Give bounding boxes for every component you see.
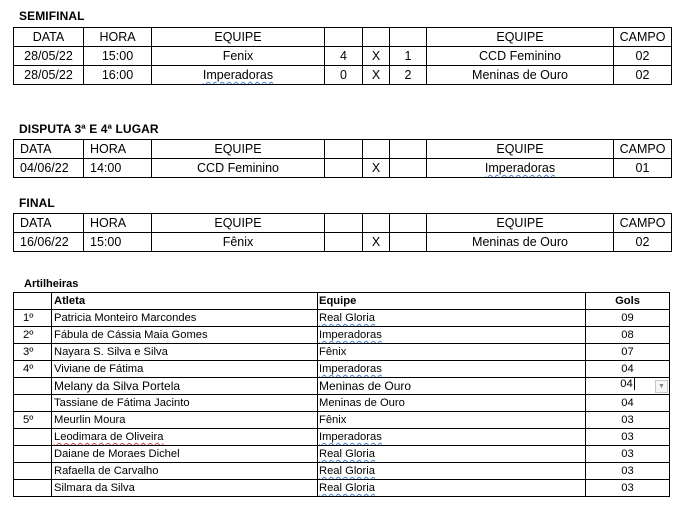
athlete-cell[interactable] [52, 429, 318, 446]
header-cell[interactable]: Gols [586, 293, 670, 310]
table-row [14, 344, 670, 361]
goals-cell[interactable]: 04 [586, 361, 670, 378]
team-cell[interactable] [318, 310, 586, 327]
header-cell[interactable] [390, 28, 427, 47]
table-row [14, 361, 670, 378]
goals-cell[interactable]: 03 [586, 429, 670, 446]
field-cell[interactable]: 02 [614, 233, 672, 252]
table-row [14, 378, 670, 395]
date-cell[interactable]: 28/05/22 [14, 66, 84, 85]
table-row [14, 446, 670, 463]
field-cell[interactable]: 02 [614, 47, 672, 66]
rank-cell[interactable]: 4º [14, 361, 52, 378]
team-text: Real Gloria [319, 482, 375, 494]
team-cell[interactable] [318, 327, 586, 344]
goals-cell[interactable]: 04 [586, 395, 670, 412]
athlete-cell[interactable]: Nayara S. Silva e Silva [52, 344, 318, 361]
athlete-cell[interactable]: Silmara da Silva [52, 480, 318, 497]
score1-cell[interactable] [325, 159, 363, 178]
athlete-cell[interactable]: Patricia Monteiro Marcondes [52, 310, 318, 327]
header-cell[interactable] [390, 214, 427, 233]
table-row [14, 327, 670, 344]
athlete-cell[interactable]: Daiane de Moraes Dichel [52, 446, 318, 463]
team1-cell[interactable]: CCD Feminino [152, 159, 325, 178]
team-cell[interactable]: Meninas de Ouro [318, 395, 586, 412]
goals-cell[interactable]: 08 [586, 327, 670, 344]
header-cell[interactable] [363, 140, 390, 159]
score2-cell[interactable]: 2 [390, 66, 427, 85]
team-text: Imperadoras [319, 363, 382, 375]
rank-cell[interactable] [14, 395, 52, 412]
athlete-cell[interactable]: Rafaella de Carvalho [52, 463, 318, 480]
text-cursor [634, 378, 635, 390]
score2-cell[interactable] [390, 159, 427, 178]
team-cell[interactable] [318, 429, 586, 446]
table-row [14, 66, 672, 85]
athlete-text: Leodimara de Oliveira [54, 431, 164, 443]
header-cell[interactable] [363, 214, 390, 233]
versus-cell[interactable]: X [363, 47, 390, 66]
table-row [14, 480, 670, 497]
athlete-cell[interactable]: Fábula de Cássia Maia Gomes [52, 327, 318, 344]
table-header-row [14, 293, 670, 310]
header-cell[interactable]: DATA [14, 214, 84, 233]
third-place-title: DISPUTA 3ª E 4ª LUGAR [19, 122, 159, 136]
table-row [14, 47, 672, 66]
table-header-row [14, 28, 672, 47]
team-cell[interactable]: Fênix [318, 412, 586, 429]
header-cell[interactable]: EQUIPE [427, 140, 614, 159]
header-cell[interactable]: CAMPO [614, 140, 672, 159]
final-table [13, 213, 672, 252]
table-row [14, 395, 670, 412]
rank-cell[interactable] [14, 463, 52, 480]
versus-cell[interactable]: X [363, 159, 390, 178]
score1-cell[interactable]: 0 [325, 66, 363, 85]
header-cell[interactable]: EQUIPE [152, 28, 325, 47]
rank-cell[interactable] [14, 429, 52, 446]
goals-cell[interactable]: 03 [586, 480, 670, 497]
team-cell[interactable]: Meninas de Ouro [318, 378, 586, 395]
time-cell[interactable]: 16:00 [84, 66, 152, 85]
rank-cell[interactable] [14, 480, 52, 497]
header-cell[interactable]: CAMPO [614, 28, 672, 47]
team1-cell[interactable]: Fenix [152, 47, 325, 66]
table-row [14, 159, 672, 178]
top-scorers-title: Artilheiras [24, 278, 79, 290]
team1-cell[interactable]: Fênix [152, 233, 325, 252]
rank-cell[interactable]: 2º [14, 327, 52, 344]
header-cell[interactable]: EQUIPE [152, 214, 325, 233]
table-header-row [14, 140, 672, 159]
header-cell[interactable]: Equipe [318, 293, 586, 310]
time-cell[interactable]: 15:00 [84, 233, 152, 252]
athlete-cell[interactable]: Tassiane de Fátima Jacinto [52, 395, 318, 412]
header-cell[interactable]: CAMPO [614, 214, 672, 233]
rank-cell[interactable]: 3º [14, 344, 52, 361]
team2-cell[interactable]: Meninas de Ouro [427, 66, 614, 85]
header-cell[interactable] [325, 28, 363, 47]
score1-cell[interactable] [325, 233, 363, 252]
team-text: Real Gloria [319, 312, 375, 324]
time-cell[interactable]: 14:00 [84, 159, 152, 178]
table-row [14, 429, 670, 446]
semifinal-table [13, 27, 672, 85]
team-cell[interactable] [318, 463, 586, 480]
final-title: FINAL [19, 196, 55, 210]
rank-cell[interactable]: 1º [14, 310, 52, 327]
score2-cell[interactable] [390, 233, 427, 252]
team-text: Imperadoras [319, 431, 382, 443]
team2-cell[interactable]: CCD Feminino [427, 47, 614, 66]
rank-cell[interactable]: 5º [14, 412, 52, 429]
table-row [14, 310, 670, 327]
header-cell[interactable]: HORA [84, 214, 152, 233]
third-place-table [13, 139, 672, 178]
versus-cell[interactable]: X [363, 233, 390, 252]
score1-cell[interactable]: 4 [325, 47, 363, 66]
team-cell[interactable] [318, 361, 586, 378]
header-cell[interactable]: HORA [84, 140, 152, 159]
goals-cell[interactable]: 03 [586, 463, 670, 480]
goals-cell[interactable]: 03 [586, 446, 670, 463]
header-cell[interactable] [325, 214, 363, 233]
team-text: Real Gloria [319, 448, 375, 460]
date-cell[interactable]: 04/06/22 [14, 159, 84, 178]
team-text: Real Gloria [319, 465, 375, 477]
header-cell[interactable] [325, 140, 363, 159]
header-cell[interactable]: HORA [84, 28, 152, 47]
versus-cell[interactable]: X [363, 66, 390, 85]
table-header-row [14, 214, 672, 233]
date-cell[interactable]: 28/05/22 [14, 47, 84, 66]
team1-text: Imperadoras [202, 68, 274, 82]
goals-cell[interactable]: 03 [586, 412, 670, 429]
header-cell[interactable]: DATA [14, 28, 84, 47]
semifinal-title: SEMIFINAL [19, 9, 85, 23]
header-cell[interactable]: EQUIPE [152, 140, 325, 159]
rank-cell[interactable] [14, 446, 52, 463]
goals-cell[interactable]: 07 [586, 344, 670, 361]
table-row [14, 463, 670, 480]
time-cell[interactable]: 15:00 [84, 47, 152, 66]
goals-cell[interactable]: 09 [586, 310, 670, 327]
header-cell[interactable] [14, 293, 52, 310]
header-cell[interactable]: EQUIPE [427, 214, 614, 233]
field-cell[interactable]: 01 [614, 159, 672, 178]
selected-cell-wrapper [586, 378, 669, 394]
athlete-cell[interactable]: Meurlin Moura [52, 412, 318, 429]
team1-cell[interactable] [152, 66, 325, 85]
athlete-cell[interactable]: Melany da Silva Portela [52, 378, 318, 395]
table-row [14, 233, 672, 252]
date-cell[interactable]: 16/06/22 [14, 233, 84, 252]
rank-cell[interactable] [14, 378, 52, 395]
top-scorers-table [13, 292, 670, 497]
goals-text: 04 [620, 378, 633, 390]
team-text: Imperadoras [319, 329, 382, 341]
athlete-cell[interactable]: Viviane de Fátima [52, 361, 318, 378]
header-cell[interactable]: Atleta [52, 293, 318, 310]
team-cell[interactable] [318, 480, 586, 497]
field-cell[interactable]: 02 [614, 66, 672, 85]
team-cell[interactable]: Fênix [318, 344, 586, 361]
chevron-down-icon[interactable]: ▼ [655, 380, 668, 393]
team-cell[interactable] [318, 446, 586, 463]
score2-cell[interactable]: 1 [390, 47, 427, 66]
table-row [14, 412, 670, 429]
header-cell[interactable] [363, 28, 390, 47]
team2-cell[interactable]: Meninas de Ouro [427, 233, 614, 252]
header-cell[interactable]: EQUIPE [427, 28, 614, 47]
team2-cell[interactable] [427, 159, 614, 178]
header-cell[interactable] [390, 140, 427, 159]
team2-text: Imperadoras [484, 161, 556, 175]
header-cell[interactable]: DATA [14, 140, 84, 159]
goals-cell-selected[interactable] [586, 378, 670, 395]
